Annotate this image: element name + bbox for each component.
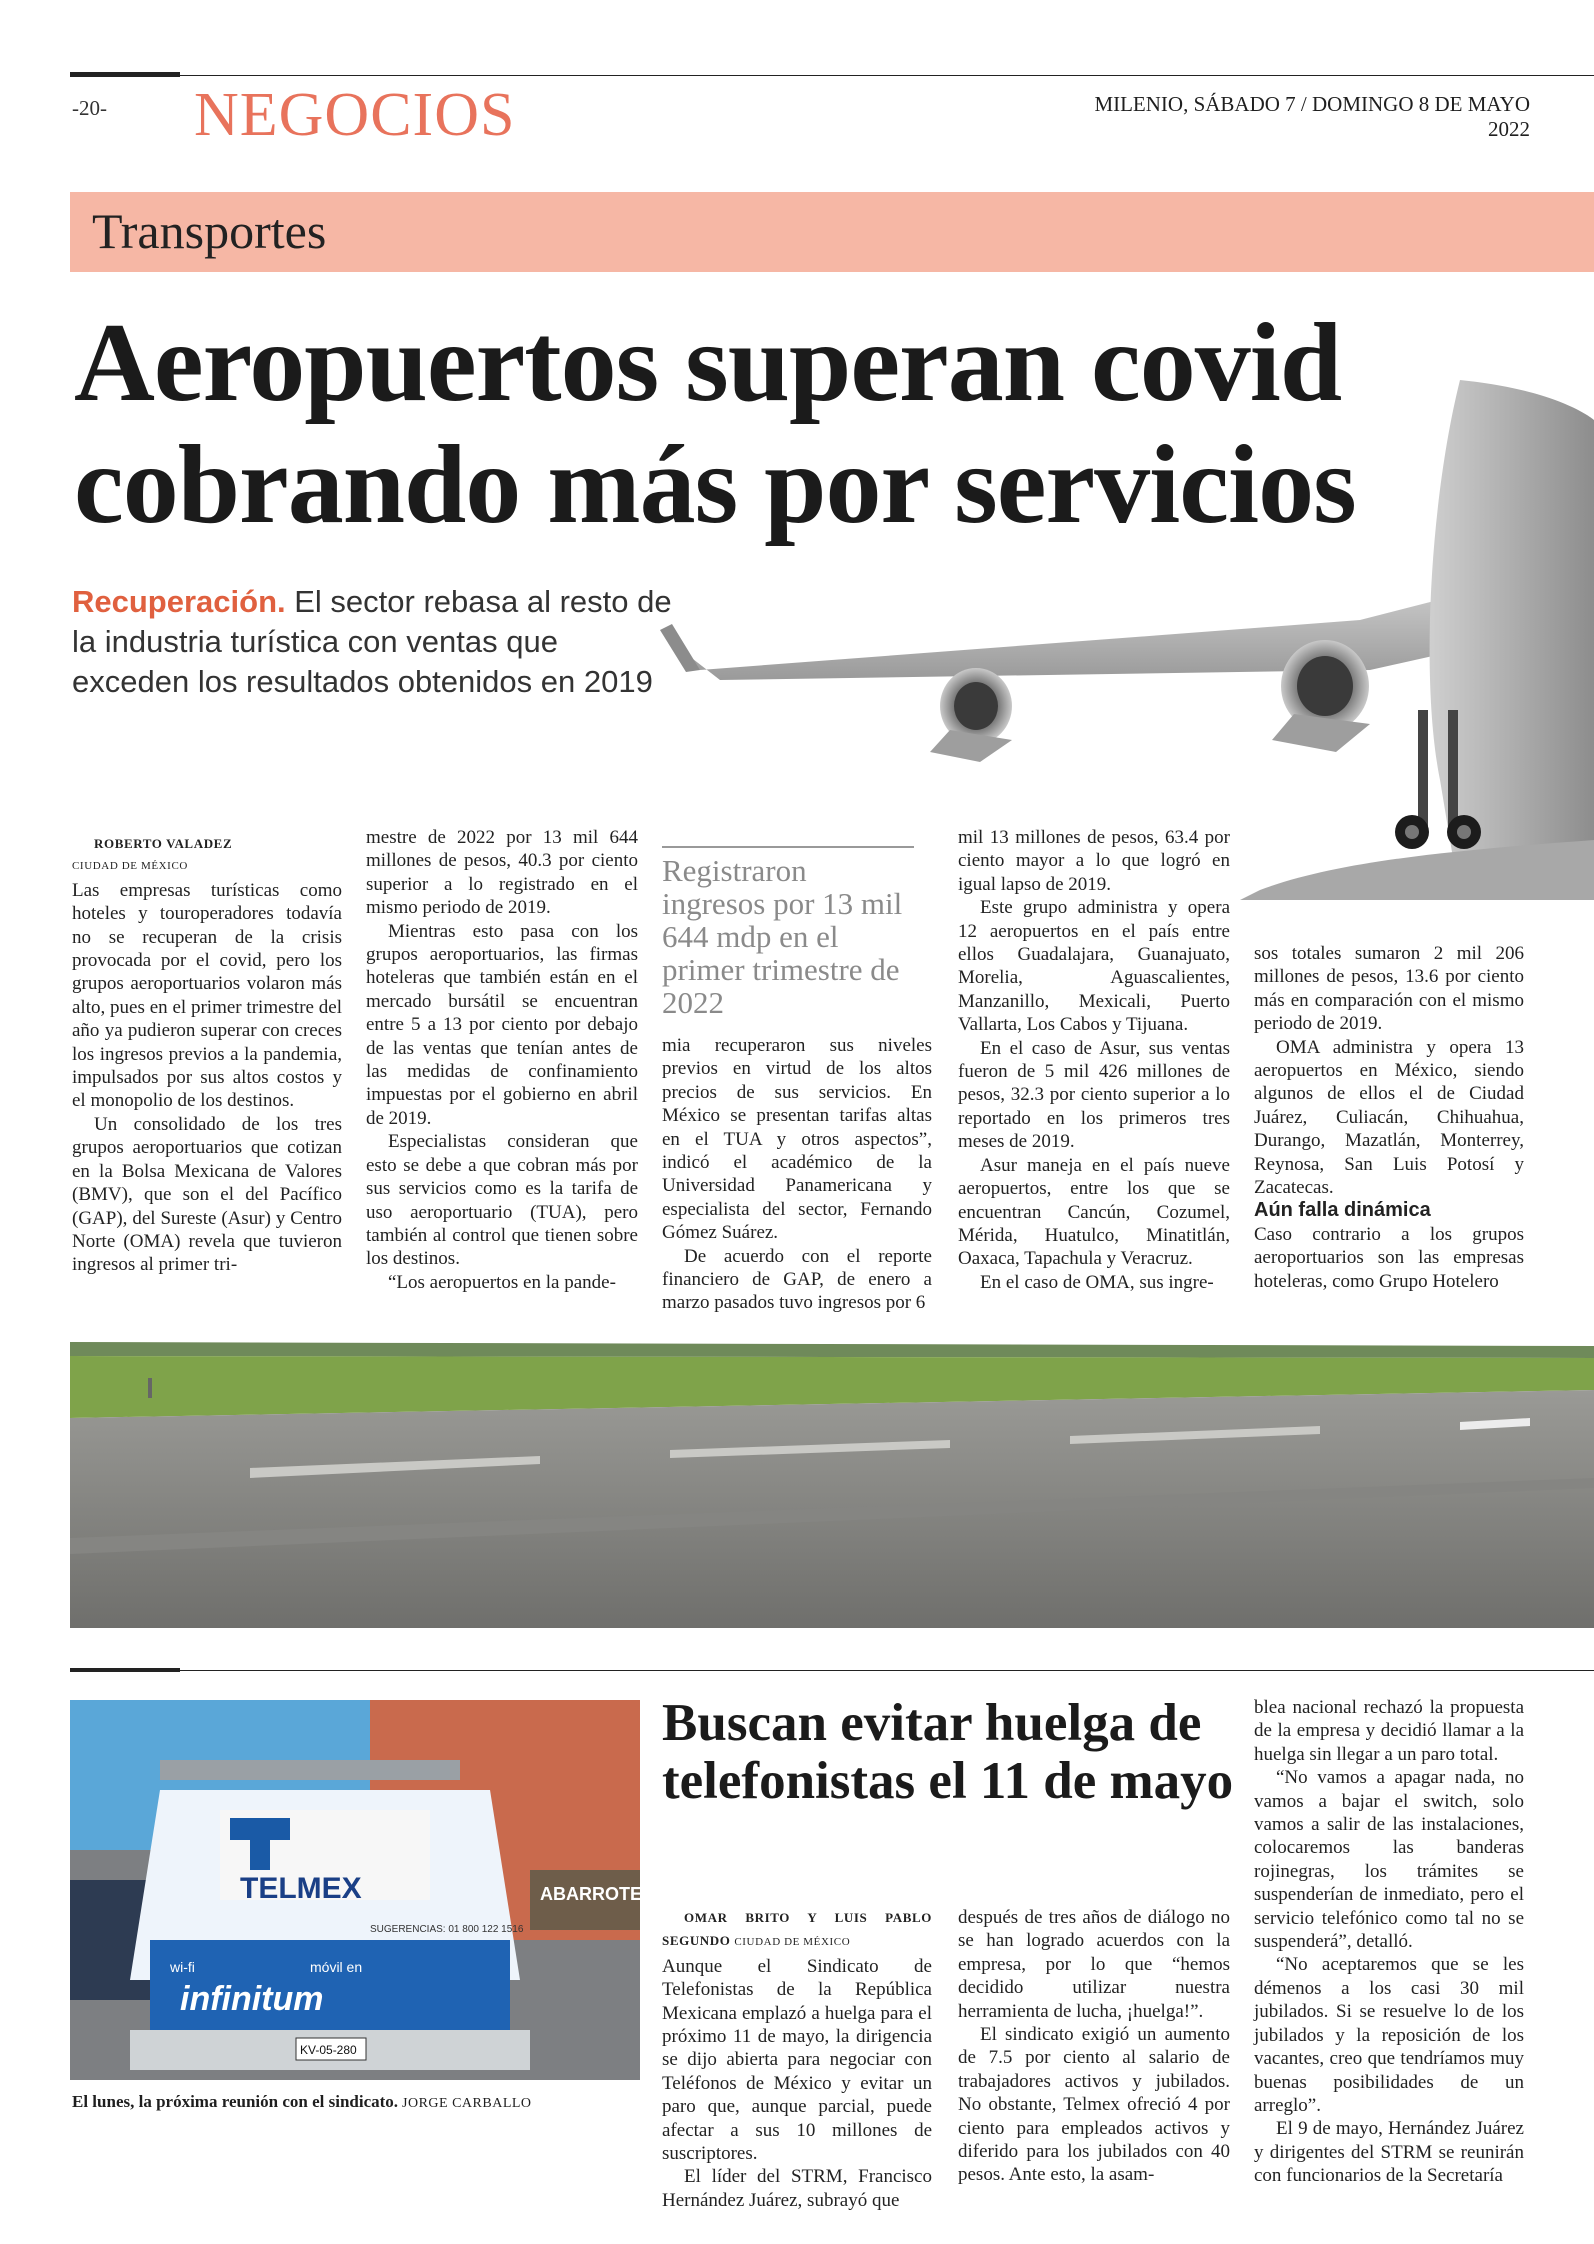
paragraph: El 9 de mayo, Hernández Juárez y dirigentes del STRM se reunirán con funcionarios de la Secretaría [1254,2118,1524,2187]
byline-2 [662,1906,932,1955]
paragraph: Un consolidado de los tres grupos aeroportuarios que cotizan en la Bolsa Mexicana de Valores (BMV), que son el del Pacífico (GAP), del Sureste (Asur) y Centro Norte (OMA) revela que tuvieron ingresos al primer tri- [72,1113,342,1276]
section-accent-rule [70,1668,180,1672]
article2-column-3 [1254,1696,1524,2188]
headline-2-line-1: Buscan evitar huelga de [662,1694,1202,1752]
photo-caption [72,2092,672,2112]
paragraph: Este grupo administra y opera 12 aeropuertos en el país entre ellos Guadalajara, Guanajuato, Morelia, Aguascalientes, Manzanillo, Mexicali, Puerto Vallarta, Los Cabos y Tijuana. [958,897,1230,1036]
paragraph: mestre de 2022 por 13 mil 644 millones de pesos, 40.3 por ciento superior a lo registrado en el mismo periodo de 2019. [366,827,638,919]
article1-column-1 [72,832,342,1277]
headline [74,302,1574,546]
paragraph: El líder del STRM, Francisco Hernández Juárez, subrayó que [662,2166,932,2211]
paragraph: Asur maneja en el país nueve aeropuertos, entre los que se encuentran Cancún, Cozumel, Mérida, Huatulco, Minatitlán, Oaxaca, Tapachula y Veracruz. [958,1154,1230,1270]
telmex-truck-photo [70,1700,655,2080]
paragraph: Caso contrario a los grupos aeroportuarios son las empresas hoteleras, como Grupo Hotelero [1254,1223,1524,1292]
paragraph: sos totales sumaron 2 mil 206 millones de pesos, 13.6 por ciento más en comparación con el mismo periodo de 2019. [1254,943,1524,1035]
article2-column-2 [958,1906,1230,2187]
truck-plate: KV-05-280 [300,2043,357,2057]
dateline: MILENIO, SÁBADO 7 / DOMINGO 8 DE MAYO 2022 [1094,92,1530,141]
paragraph: mia recuperaron sus niveles previos en virtud de los altos precios de sus servicios. En México se presentan tarifas altas en el TUA y otros aspectos”, indicó el académico de la Universidad Panamericana y especialista del sector, Fernando Gómez Suárez. [662,1035,932,1244]
photo-credit: JORGE CARBALLO [398,2096,532,2111]
truck-brand: TELMEX [240,1872,362,1905]
paragraph: OMA administra y opera 13 aeropuertos en México, siendo algunos de ellos el de Ciudad Juárez, Culiacán, Chihuahua, Durango, Mazatlán, Monterrey, Reynosa, San Luis Potosí y Zacatecas. [1254,1036,1524,1199]
section-rule [180,1670,1594,1671]
byline-place: CIUDAD DE MÉXICO [72,860,188,873]
page-number: -20- [72,96,107,120]
deck-lead: Recuperación. [72,584,286,619]
article1-column-5 [1254,942,1524,1293]
deck [72,582,672,702]
article1-column-4 [958,826,1230,1294]
paragraph: blea nacional rechazó la propuesta de la empresa y decidió llamar a la huelga sin llegar a un paro total. [1254,1697,1524,1765]
deck-text: El sector rebasa al resto de la industria turística con ventas que exceden los resultados obtenidos en 2019 [72,584,672,699]
headline-line-2: cobrando más por servicios [74,423,1356,547]
paragraph: después de tres años de diálogo no se han logrado acuerdos con la empresa, por lo que “hemos decidido utilizar nuestra herramienta de lucha, ¡huelga!”. [958,1907,1230,2022]
header-accent-rule [70,72,180,77]
truck-wifi: wi-fi [170,1959,195,1975]
article2-column-1 [662,1906,932,2212]
paragraph: “Los aeropuertos en la pande- [388,1271,616,1293]
paragraph: “No vamos a apagar nada, no vamos a bajar el switch, solo vamos a salir de las instalaciones, colocaremos las banderas rojinegras, los trámites se suspenderían de inmediato, pero el servicio telefónico como tal no se suspenderá”, detalló. [1254,1767,1524,1953]
byline-2-place: CIUDAD DE MÉXICO [734,1936,851,1949]
paragraph: “No aceptaremos que se les démenos a los casi 30 mil jubilados. Si se resuelve lo de los jubilados y la reposición de los vacantes, creo que tendríamos muy buenas posibilidades de un arreglo”. [1254,1954,1524,2116]
paragraph: mil 13 millones de pesos, 63.4 por ciento mayor a lo que logró en igual lapso de 2019. [958,827,1230,895]
topic-label: Transportes [92,203,327,259]
paragraph: Mientras esto pasa con los grupos aeroportuarios, las firmas hoteleras que también están en el mercado bursátil se encuentran entre 5 a 13 por ciento por debajo de las ventas que tenían antes de las medidas de confinamiento impuestas por el gobierno en abril de 2019. [366,920,638,1129]
photo-caption-text: El lunes, la próxima reunión con el sindicato. [72,2092,399,2111]
paragraph: En el caso de Asur, sus ventas fueron de 5 mil 426 millones de pesos, 32.3 por ciento superior a lo reportado en los primeros tres meses de 2019. [958,1037,1230,1153]
truck-sugerencias: SUGERENCIAS: 01 800 122 1516 [370,1924,524,1935]
paragraph: El sindicato exigió un aumento de 7.5 por ciento al salario de trabajadores activos y jubilados. No obstante, Telmex ofreció 4 por ciento para empleados activos y diferido para los jubilados con 40 pesos. Ante esto, la asam- [958,2024,1230,2186]
header-rule [180,75,1594,76]
truck-movil: móvil en [310,1959,363,1975]
truck-infinitum: infinitum [180,1980,324,2018]
runway-photo [70,1318,1594,1628]
paragraph: Las empresas turísticas como hoteles y touroperadores todavía no se recuperan de la crisis provocada por el covid, pero los grupos aeroportuarios volaron más alto, pues en el primer trimestre del año ya pudieron superar con creces los ingresos previos a la pandemia, impulsados por sus altos costos y el monopolio de los destinos. [72,879,342,1112]
pull-quote: Registraron ingresos por 13 mil 644 mdp en el primer trimestre de 2022 [662,846,914,1019]
store-sign: ABARROTES [540,1884,655,1904]
paragraph: Aunque el Sindicato de Telefonistas de la República Mexicana emplazó a huelga para el próximo 11 de mayo, la dirigencia se dijo abierta para negociar con Teléfonos de México y evitar un paro que, aunque parcial, puede afectar a sus 10 millones de suscriptores. [662,1955,932,2165]
headline-2 [662,1694,1252,1810]
section-title: NEGOCIOS [194,81,516,149]
byline: ROBERTO VALADEZ [94,836,233,851]
paragraph: En el caso de OMA, sus ingre- [980,1271,1214,1293]
headline-2-line-2: telefonistas el 11 de mayo [662,1752,1234,1810]
article1-column-3 [662,1034,932,1315]
subhead: Aún falla dinámica [1254,1199,1431,1222]
article1-column-2 [366,826,638,1294]
byline-2-names: OMAR BRITO Y LUIS PABLO SEGUNDO [662,1910,932,1949]
paragraph: Especialistas consideran que esto se debe a que cobran más por sus servicios como es la tarifa de uso aeroportuario (TUA), pero también al control que tienen sobre los destinos. [366,1131,638,1270]
headline-line-1: Aeropuertos superan covid [74,301,1342,425]
paragraph: De acuerdo con el reporte financiero de GAP, de enero a marzo pasados tuvo ingresos por 6 [662,1245,932,1314]
